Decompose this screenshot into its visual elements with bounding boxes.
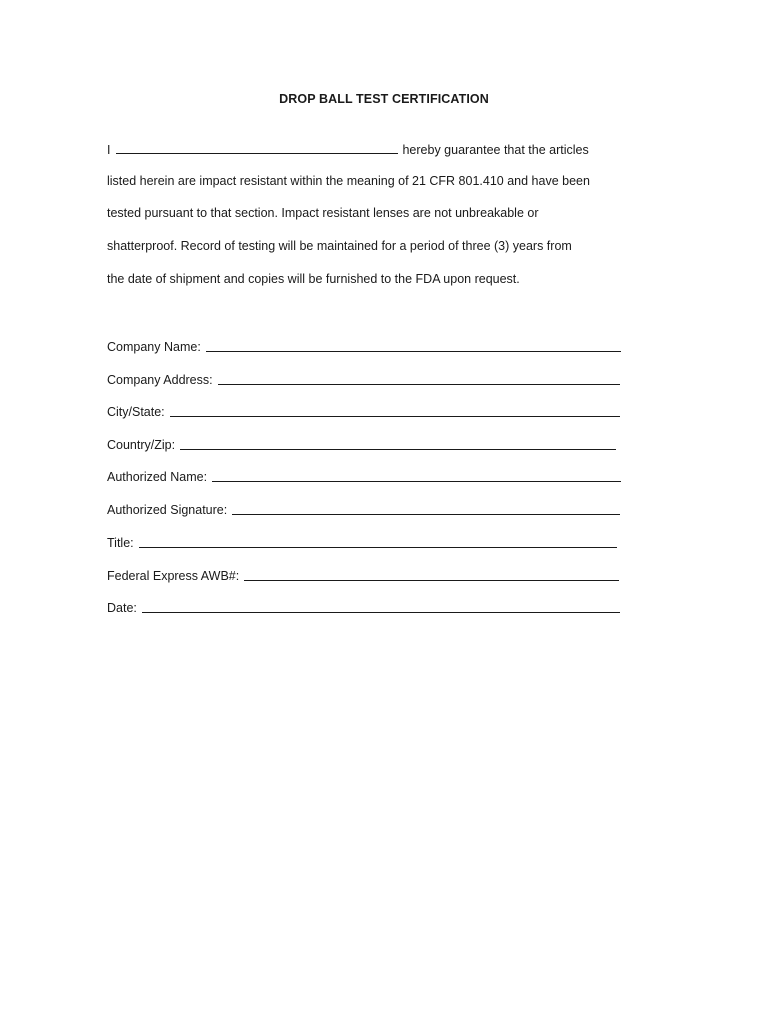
guarantor-prefix: I — [107, 143, 111, 157]
country-zip-field — [107, 434, 616, 452]
country-zip-label: Country/Zip: — [107, 438, 176, 452]
company-address-field — [107, 369, 620, 387]
title-label: Title: — [107, 536, 134, 550]
authorized-name-field — [107, 466, 621, 484]
city-state-blank[interactable] — [170, 402, 620, 417]
guarantee-text: hereby guarantee that the articles — [402, 143, 589, 157]
company-name-label: Company Name: — [107, 340, 201, 354]
authorized-signature-blank[interactable] — [232, 500, 620, 515]
authorized-name-label: Authorized Name: — [107, 470, 208, 484]
fedex-awb-label: Federal Express AWB#: — [107, 569, 240, 583]
company-address-blank[interactable] — [218, 370, 620, 385]
paragraph-line-4: shatterproof. Record of testing will be maintained for a period of three (3) years from — [107, 239, 572, 253]
paragraph-line-1 — [107, 141, 589, 157]
document-title: DROP BALL TEST CERTIFICATION — [279, 92, 489, 106]
paragraph-line-5: the date of shipment and copies will be furnished to the FDA upon request. — [107, 272, 520, 286]
city-state-label: City/State: — [107, 405, 165, 419]
authorized-name-blank[interactable] — [212, 467, 621, 482]
date-label: Date: — [107, 601, 137, 615]
date-field — [107, 597, 620, 615]
paragraph-line-2: listed herein are impact resistant within the meaning of 21 CFR 801.410 and have been — [107, 174, 590, 188]
fedex-awb-blank[interactable] — [244, 566, 619, 581]
paragraph-line-3: tested pursuant to that section. Impact resistant lenses are not unbreakable or — [107, 206, 539, 220]
title-field — [107, 532, 617, 550]
company-name-field — [107, 336, 621, 354]
country-zip-blank[interactable] — [180, 435, 616, 450]
fedex-awb-field — [107, 565, 619, 583]
authorized-signature-field — [107, 499, 620, 517]
company-name-blank[interactable] — [206, 337, 621, 352]
company-address-label: Company Address: — [107, 373, 213, 387]
authorized-signature-label: Authorized Signature: — [107, 503, 228, 517]
title-blank[interactable] — [139, 533, 617, 548]
city-state-field — [107, 401, 620, 419]
guarantor-name-blank[interactable] — [116, 141, 398, 154]
date-blank[interactable] — [142, 598, 620, 613]
